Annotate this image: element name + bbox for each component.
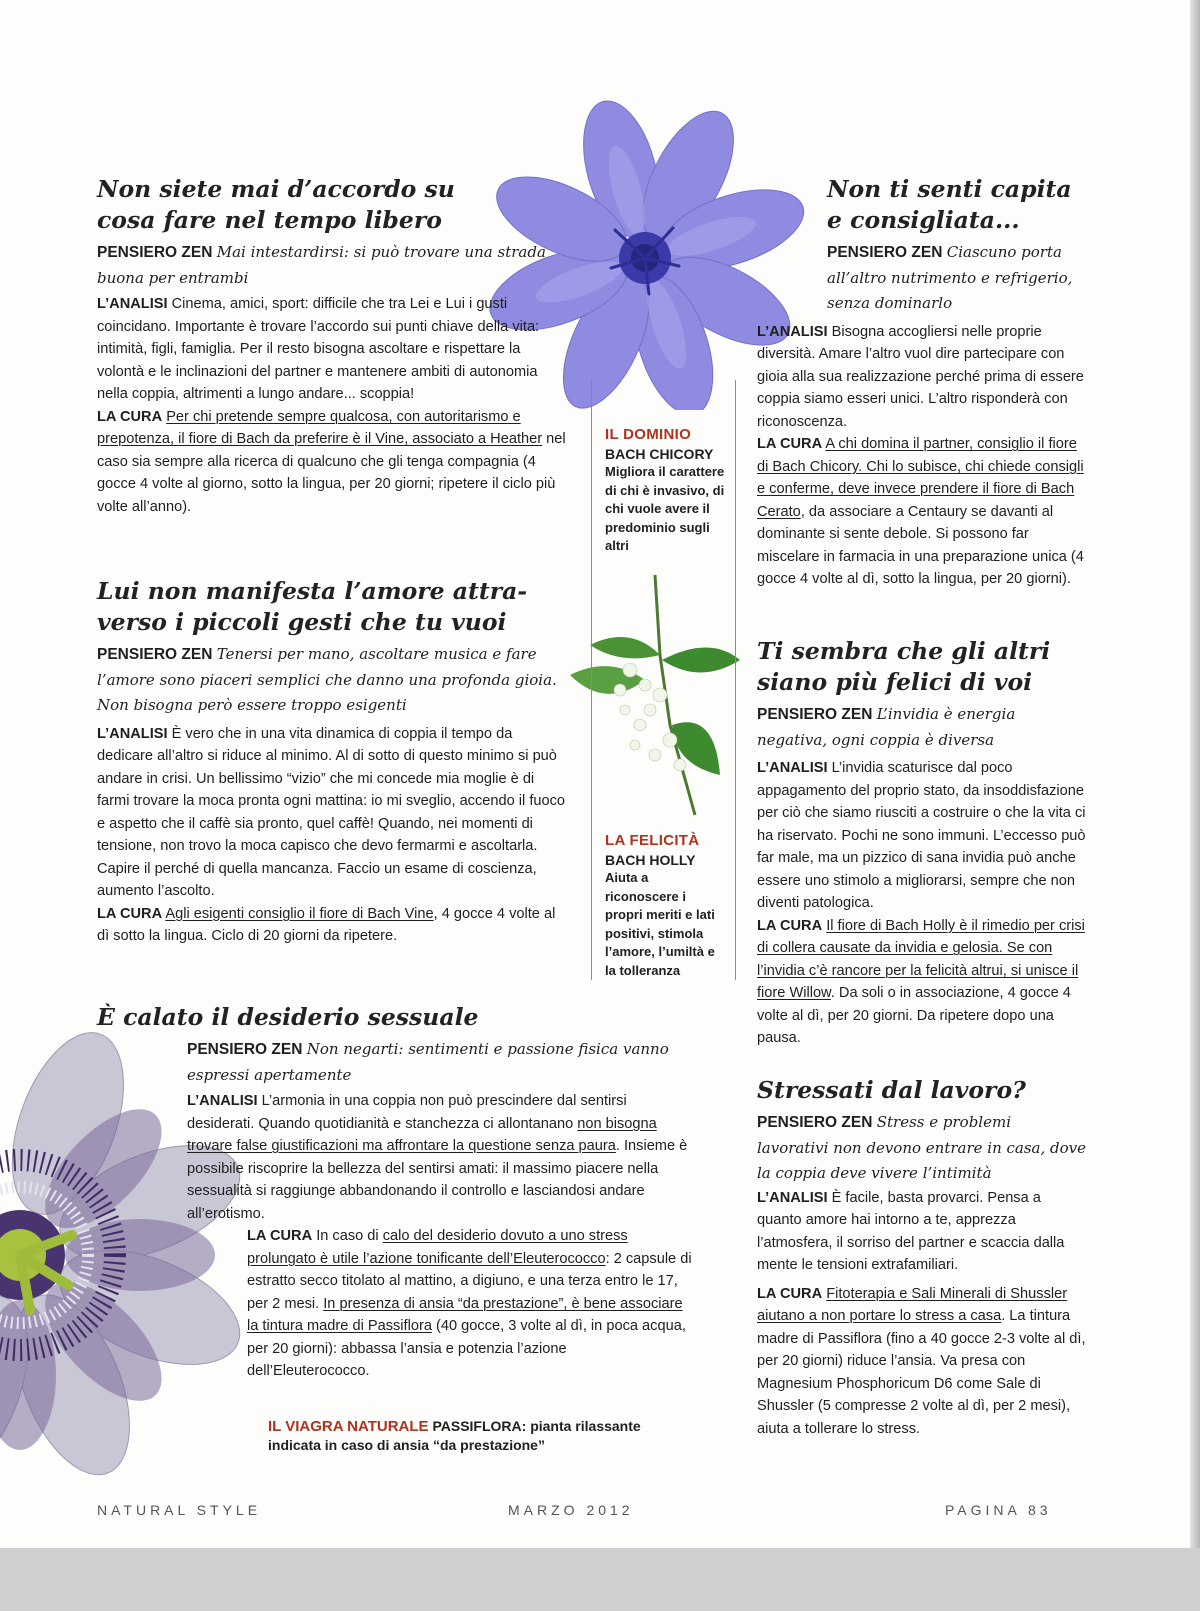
cura: LA CURA In caso di calo del desiderio dovuto a uno stress prolungato è utile l’azione tonificante dell’Eleuterococco: 2 capsule di estratto secco titolato al mattino, a digiuno, e una terza entro le 17, per 2 mesi. In presenza di ansia “da prestazione”, è bene associare la tintura madre di Passiflora (40 gocce, 3 volte al dì, in poca acqua, per 20 giorni): abbassa l’ansia e potenzia l’azione dell’Eleuterococco. xyxy=(247,1228,692,1379)
pensiero-zen: PENSIERO ZEN Non negarti: sentimenti e passione fisica vanno espressi apertamente xyxy=(187,1040,669,1084)
analisi: L’ANALISI L’invidia scaturisce dal poco appagamento del proprio stato, da insoddisfazione per ciò che siamo riusciti a costruire o che la vita ci ha riservato. Pochi ne sono immuni. L’eccesso può far male, ma un pizzico di sana invidia può anche essere uno stimolo a migliorarsi, sempre che non diventi patologica. xyxy=(757,760,1086,911)
page-spine-shadow xyxy=(1190,0,1200,1548)
section-title: Non siete mai d’accordo su cosa fare nel tempo libero xyxy=(97,175,455,234)
cura: LA CURA Il fiore di Bach Holly è il rimedio per crisi di collera causate da invidia e gelosia. Se con l’invidia c’è rancore per la felicità altrui, si unisce il fiore Willow. Da soli o in associazione, 4 gocce 4 volte al dì, per 20 giorni. Da ripetere dopo una pausa. xyxy=(757,917,1085,1046)
section-stressati xyxy=(757,1075,1087,1440)
section-piu-felici xyxy=(757,636,1087,1050)
footer-date: MARZO 2012 xyxy=(508,1502,634,1518)
section-tempo-libero xyxy=(97,174,567,518)
section-title: Lui non manifesta l’amore attra- verso i piccoli gesti che tu vuoi xyxy=(97,577,528,636)
analisi: L’ANALISI Bisogna accogliersi nelle proprie diversità. Amare l’altro vuol dire partecipare con gioia alla sua realizzazione perché prima di essere coppia siamo esseri unici. L’altro risponderà con riconoscenza. xyxy=(757,323,1084,430)
section-title: È calato il desiderio sessuale xyxy=(97,1003,479,1031)
section-piccoli-gesti xyxy=(97,576,567,948)
section-capita-consigliata xyxy=(757,174,1087,591)
pensiero-zen: PENSIERO ZEN Ciascuno porta all’altro nutrimento e refrigerio, senza dominarlo xyxy=(827,243,1073,312)
section-title: Non ti senti capita e consigliata... xyxy=(827,175,1072,234)
viagra-naturale-caption: IL VIAGRA NATURALE PASSIFLORA: pianta rilassante indicata in caso di ansia “da prestazione” xyxy=(268,1418,641,1453)
section-title: Stressati dal lavoro? xyxy=(757,1076,1026,1104)
holly-branch-icon xyxy=(560,575,750,825)
cura: LA CURA A chi domina il partner, consiglio il fiore di Bach Chicory. Chi lo subisce, chi chiede consigli e conferme, deve invece prendere il fiore di Bach Cerato, da associare a Centaury se davanti al dominante si sente debole. Si possono far miscelare in farmacia in una preparazione unica (4 gocce 4 volte al dì, sotto la lingua, per 20 giorni). xyxy=(757,436,1084,587)
analisi: L’ANALISI È vero che in una vita dinamica di coppia il tempo da dedicare all’altro si riduce al minimo. Al di sotto di questo minimo si può andare in crisi. Un bellissimo “vizio” che mi concede mia moglie è di farmi trovare la moca pronta ogni mattina: io mi sveglio, accendo il fuoco e aspetto che il caffè sia pronto, quel caffè! Quando, nei momenti di tensione, non trovo la moca capisco che devo fermarmi e ascoltarla. Capire il perché di quella mancanza. Faccio un esame di coscienza, aumento l’ascolto. xyxy=(97,725,566,899)
cura: LA CURA Fitoterapia e Sali Minerali di Shussler aiutano a non portare lo stress a casa. La tintura madre di Passiflora (fino a 40 gocce 2-3 volte al dì, per 20 giorni) riduce l’ansia. Va presa con Magnesium Phosphoricum D6 come Sale di Shussler (5 compresse 2 volte al dì, per 2 mesi), aiuta a tollerare lo stress. xyxy=(757,1285,1086,1437)
cura: LA CURA Agli esigenti consiglio il fiore di Bach Vine, 4 gocce 4 volte al dì sotto la lingua. Ciclo di 20 giorni da ripetere. xyxy=(97,905,556,944)
analisi: L’ANALISI Cinema, amici, sport: difficile che tra Lei e Lui i gusti coincidano. Importante è trovare l’accordo sui punti chiave della vita: intimità, figli, famiglia. Per il resto bisogna ascoltare e rispettare la volontà e le inclinazioni del partner e mantenere ambiti di autonomia nella coppia, altrimenti a lungo andare... scoppia! xyxy=(97,296,540,402)
sidebar-caption-felicita: LA FELICITÀ BACH HOLLY Aiuta a riconoscere i propri meriti e lati positivi, stimola l’amore, l’umiltà e la tolleranza xyxy=(605,832,715,978)
footer-magazine: NATURAL STYLE xyxy=(97,1502,262,1518)
pensiero-zen: PENSIERO ZEN Mai intestardirsi: si può trovare una strada buona per entrambi xyxy=(97,243,546,287)
sidebar-right-rule xyxy=(735,380,736,980)
pensiero-zen: PENSIERO ZEN Tenersi per mano, ascoltare musica e fare l’amore sono piaceri semplici che danno una profonda gioia. Non bisogna però essere troppo esigenti xyxy=(97,645,557,714)
sidebar-caption-dominio: IL DOMINIO BACH CHICORY Migliora il carattere di chi è invasivo, di chi vuole avere il predominio sugli altri xyxy=(605,426,725,553)
section-title: Ti sembra che gli altri siano più felici di voi xyxy=(757,637,1051,696)
section-desiderio xyxy=(97,1002,697,1383)
sidebar-left-rule xyxy=(591,380,592,980)
analisi: L’ANALISI È facile, basta provarci. Pensa a quanto amore hai intorno a te, apprezza l’atmosfera, il sorriso del partner e scaccia dalla mente le tensioni extrafamiliari. xyxy=(757,1189,1065,1273)
footer-page-number: PAGINA 83 xyxy=(945,1502,1052,1518)
pensiero-zen: PENSIERO ZEN L’invidia è energia negativa, ogni coppia è diversa xyxy=(757,705,1016,749)
analisi: L’ANALISI L’armonia in una coppia non può prescindere dal sentirsi desiderati. Quando quotidianità e stanchezza ci allontanano non bisogna trovare false giustificazioni ma affrontare la questione senza paura. Insieme è possibile riscoprire la bellezza del sentirsi amati: il massimo piacere nella sessualità si raggiunge abbandonando il controllo e lasciandosi andare all’erotismo. xyxy=(187,1093,688,1222)
pensiero-zen: PENSIERO ZEN Stress e problemi lavorativi non devono entrare in casa, dove la coppia deve vivere l’intimità xyxy=(757,1113,1087,1182)
cura: LA CURA Per chi pretende sempre qualcosa, con autoritarismo e prepotenza, il fiore di Bach da preferire è il Vine, associato a Heather nel caso sia sempre alla ricerca di qualcuno che gli tenga compagnia (4 gocce 4 volte al giorno, sotto la lingua, per 20 giorni; ripetere il ciclo più volte all’anno). xyxy=(97,408,566,515)
